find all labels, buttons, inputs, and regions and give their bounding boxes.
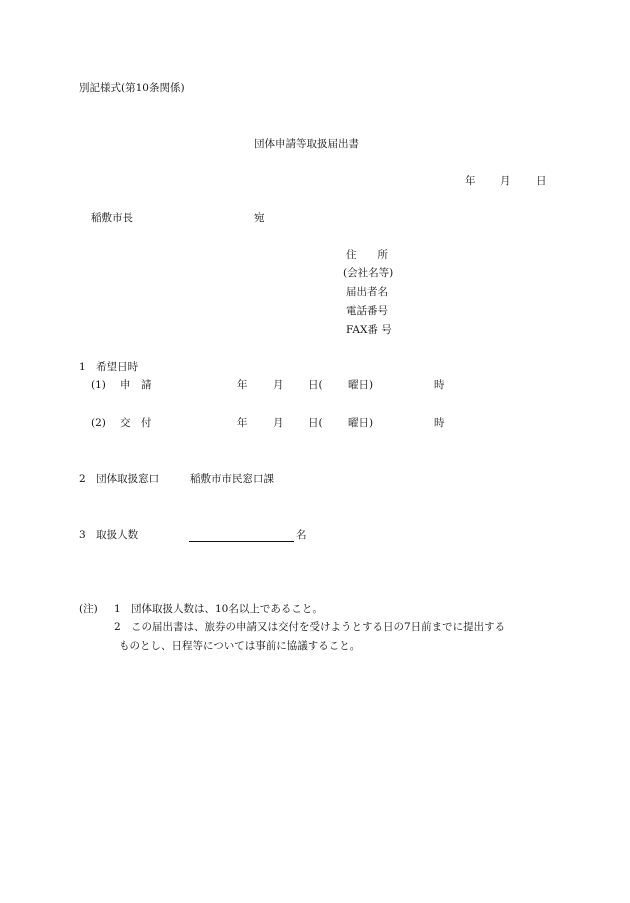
addressee-suffix: 宛	[254, 212, 265, 224]
section2-value: 稲敷市市民窓口課	[190, 473, 274, 485]
applicant-name-label: 届出者名	[346, 286, 388, 298]
row2-year: 年	[237, 417, 248, 429]
note1-text: 団体取扱人数は、10名以上であること。	[131, 603, 323, 615]
applicant-address-label: 住 所	[346, 249, 388, 261]
section3-heading: 3 取扱人数	[79, 529, 139, 541]
row1-weekday: 曜日)	[348, 379, 374, 391]
addressee-name: 稲敷市長	[91, 212, 133, 224]
row1-number: (1)	[91, 379, 106, 391]
date-month: 月	[500, 175, 511, 187]
section3-unit: 名	[296, 529, 307, 541]
row1-label: 申 請	[120, 379, 152, 391]
row2-hour: 時	[434, 417, 445, 429]
applicant-phone-label: 電話番号	[346, 305, 388, 317]
row2-label: 交 付	[120, 417, 152, 429]
date-year: 年	[465, 175, 476, 187]
note2-continuation: ものとし、日程等については事前に協議すること。	[119, 640, 361, 652]
row2-month: 月	[273, 417, 284, 429]
notes-prefix: (注)	[79, 603, 98, 615]
note2-text: この届出書は、旅券の申請又は交付を受けようとする日の7日前までに提出する	[131, 621, 506, 633]
note2-number: 2	[114, 621, 121, 633]
date-day: 日	[536, 175, 547, 187]
page-title: 団体申請等取扱届出書	[254, 138, 359, 150]
row1-hour: 時	[434, 379, 445, 391]
row1-month: 月	[273, 379, 284, 391]
note1-number: 1	[114, 603, 121, 615]
headcount-blank-line	[189, 541, 294, 542]
row2-weekday: 曜日)	[348, 417, 374, 429]
section1-heading: 1 希望日時	[79, 361, 139, 373]
row2-day: 日(	[308, 417, 323, 429]
form-reference: 別記様式(第10条関係)	[79, 82, 185, 94]
applicant-fax-label: FAX番 号	[346, 324, 392, 336]
applicant-company-label: (会社名等)	[343, 267, 394, 279]
section2-heading: 2 団体取扱窓口	[79, 473, 160, 485]
row2-number: (2)	[91, 417, 106, 429]
row1-year: 年	[237, 379, 248, 391]
row1-day: 日(	[308, 379, 323, 391]
